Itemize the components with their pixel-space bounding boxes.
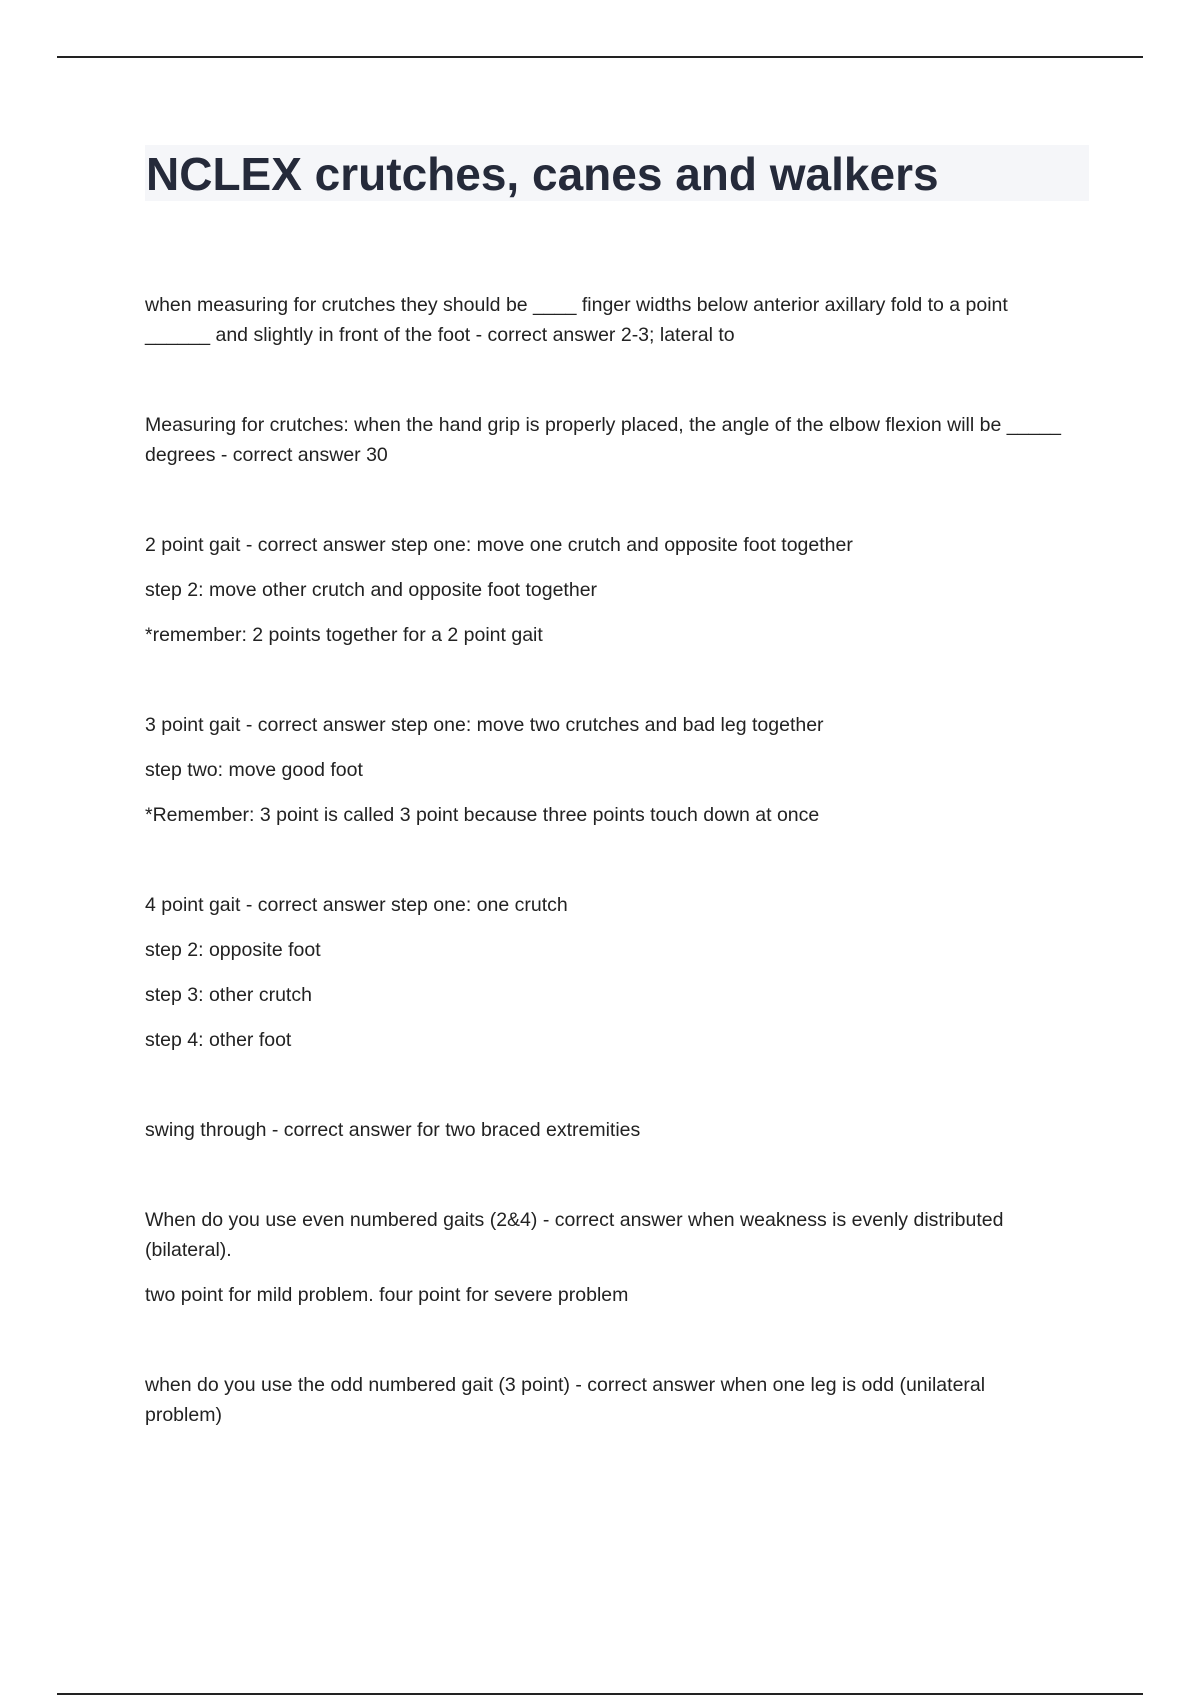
flashcard-list [145,290,1065,1430]
card-text: two point for mild problem. four point for severe problem [145,1284,629,1306]
card-text: *remember: 2 points together for a 2 point gait [145,624,543,646]
card-text: Measuring for crutches: when the hand grip is properly placed, the angle of the elbow flexion will be _____ degrees - correct answer 30 [145,414,1061,466]
card-text: When do you use even numbered gaits (2&4) - correct answer when weakness is evenly distributed (bilateral). [145,1209,1004,1261]
flashcard-even-gaits [145,1205,1065,1310]
flashcard-3-point-gait [145,710,1065,830]
card-text: step 2: move other crutch and opposite foot together [145,579,598,601]
card-text: 2 point gait - correct answer step one: move one crutch and opposite foot together [145,534,853,556]
card-text: step 2: opposite foot [145,939,321,961]
card-text: swing through - correct answer for two braced extremities [145,1119,641,1141]
card-text: 3 point gait - correct answer step one: move two crutches and bad leg together [145,714,824,736]
flashcard-odd-gait [145,1370,1065,1430]
card-text: step 3: other crutch [145,984,312,1006]
top-divider [57,56,1143,58]
flashcard-elbow-flexion [145,410,1065,470]
flashcard-swing-through [145,1115,1065,1145]
flashcard-4-point-gait [145,890,1065,1055]
card-text: step two: move good foot [145,759,363,781]
bottom-divider [57,1693,1143,1695]
flashcard-2-point-gait [145,530,1065,650]
card-text: when do you use the odd numbered gait (3 point) - correct answer when one leg is odd (unilateral problem) [145,1374,986,1426]
card-text: step 4: other foot [145,1029,292,1051]
card-text: *Remember: 3 point is called 3 point because three points touch down at once [145,804,820,826]
card-text: 4 point gait - correct answer step one: one crutch [145,894,568,916]
flashcard-crutch-measurement [145,290,1065,350]
card-text: when measuring for crutches they should be ____ finger widths below anterior axillary fold to a point ______ and slightly in front of the foot - correct answer 2-3; lateral to [145,294,1008,346]
page-title: NCLEX crutches, canes and walkers [146,148,939,200]
